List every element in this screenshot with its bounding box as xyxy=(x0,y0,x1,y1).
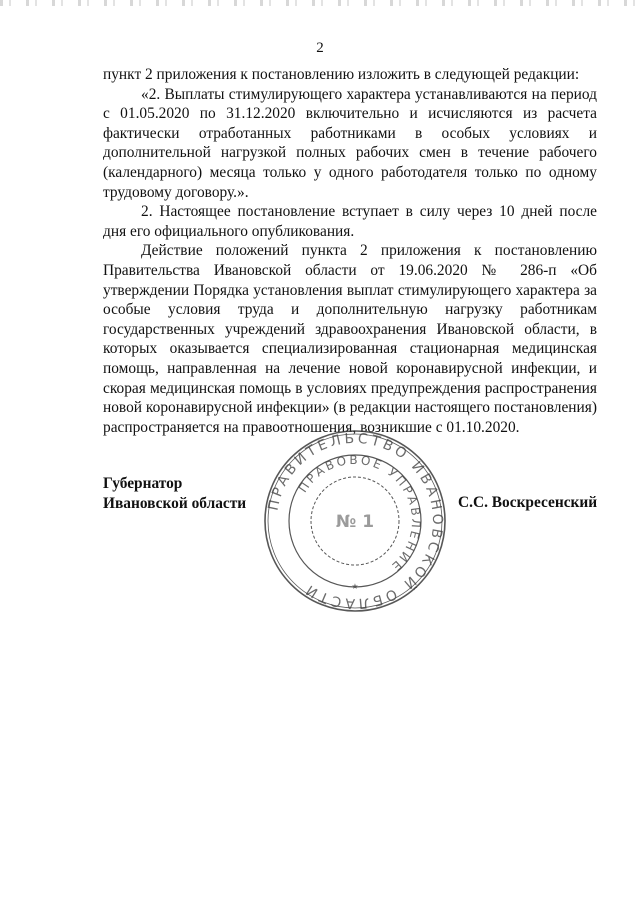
seal-outer-text: ПРАВИТЕЛЬСТВО ИВАНОВСКОЙ ОБЛАСТИ xyxy=(265,430,446,612)
seal-inner-text: ПРАВОВОЕ УПРАВЛЕНИЕ xyxy=(295,452,424,575)
paragraph-effective-date: 2. Настоящее постановление вступает в силу через 10 дней после дня его официального опубликования. xyxy=(103,203,597,240)
seal-center-text: № 1 xyxy=(335,512,375,532)
page-number: 2 xyxy=(316,40,324,56)
scan-artifact-top-edge xyxy=(0,0,640,6)
seal-bottom-star-icon: ★ xyxy=(351,582,359,591)
paragraph-amended-clause: «2. Выплаты стимулирующего характера устанавливаются на период с 01.05.2020 по 31.12.2020 включительно и исчисляются из расчета фактически отработанных работниками в особых условиях и дополнительной нагрузкой полных рабочих смен в течение рабочего (календарного) месяца только у одного работодателя только по одному трудовому договору.». xyxy=(103,85,597,201)
signatory-title: Губернатор xyxy=(103,475,183,492)
paragraph-retroactive-effect: Действие положений пункта 2 приложения к постановлению Правительства Ивановской области от 19.06.2020 № 286-п «Об утверждении Порядка установления выплат стимулирующего характера за особые условия труда и дополнительную нагрузку работникам государственных учреждений здравоохранения Ивановской области, в которых оказывается специализированная стационарная медицинская помощь, направленная на лечение новой коронавирусной инфекции, и скорая медицинская помощь в условиях предупреждения распространения новой коронавирусной инфекции» (в редакции настоящего постановления) распространяется на правоотношения, возникшие с 01.10.2020. xyxy=(103,242,597,436)
signatory-name: С.С. Воскресенский xyxy=(458,494,598,511)
seal-graphic xyxy=(262,428,448,614)
official-seal-stamp xyxy=(262,428,448,614)
paragraph-intro: пункт 2 приложения к постановлению изложить в следующей редакции: xyxy=(103,66,580,83)
signatory-region: Ивановской области xyxy=(103,494,247,512)
signatory-position xyxy=(103,474,246,513)
document-body xyxy=(103,65,597,437)
